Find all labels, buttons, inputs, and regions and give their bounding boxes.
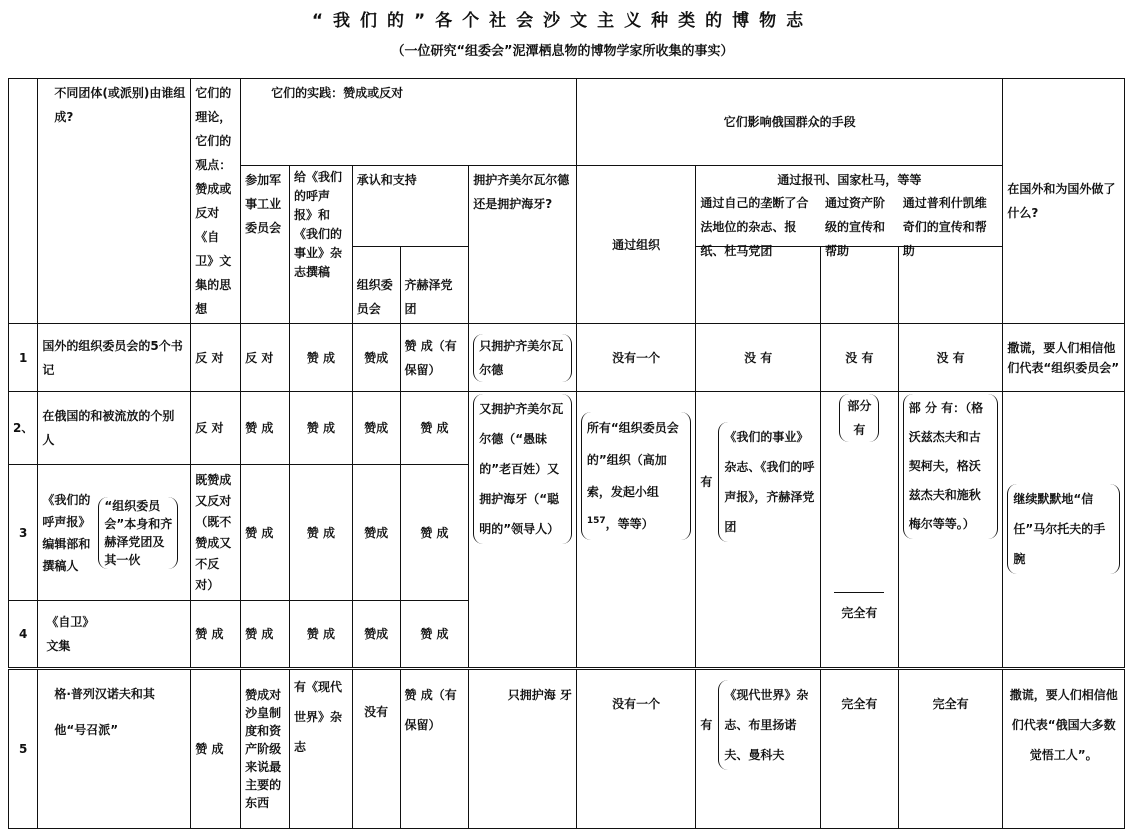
bourgeois-cell: 没 有 <box>820 324 898 392</box>
chkheidze-cell: 赞 成 <box>400 465 469 601</box>
header-press: 通过报刊、国家杜马，等等 <box>696 166 1003 247</box>
orgcom-cell: 赞成 <box>352 465 400 601</box>
military-cell: 赞 成 <box>241 465 290 601</box>
header-military-industrial: 参加军事工业委员会 <box>241 166 290 324</box>
organization-cell: 没有一个 <box>576 669 696 829</box>
chkheidze-cell: 赞 成 <box>400 392 469 465</box>
header-group: 不同团体(或派别)由谁组成? <box>38 79 191 324</box>
header-recognize: 承认和支持 <box>352 166 469 247</box>
organization-cell <box>576 392 696 669</box>
own-press-text: 《现代世界》杂志、布里扬诺夫、曼科夫 <box>718 680 816 770</box>
abroad-cell: 撒谎，要人们相信他们代表“俄国大多数觉悟工人”。 <box>1003 669 1125 829</box>
header-means: 它们影响俄国群众的手段 <box>576 79 1003 166</box>
group-cell: 在俄国的和被流放的个别人 <box>38 392 191 465</box>
abroad-cell <box>1003 392 1125 669</box>
orgcom-cell: 赞成 <box>352 392 400 465</box>
group-cell: 国外的组织委员会的5个书记 <box>38 324 191 392</box>
orgcom-cell: 没有 <box>352 669 400 829</box>
military-cell: 赞 成 <box>241 392 290 465</box>
chkheidze-cell: 赞 成（有保留） <box>400 324 469 392</box>
divider <box>834 592 884 593</box>
row-number: 5 <box>9 669 38 829</box>
header-potresov: 通过普利什凯维奇们的宣传和帮助 <box>898 189 1003 266</box>
group-cell <box>38 465 191 601</box>
orgcom-cell: 赞成 <box>352 324 400 392</box>
writing-cell: 有《现代世界》杂志 <box>289 669 352 829</box>
header-chkheidze: 齐赫泽党团 <box>400 247 469 324</box>
header-abroad: 在国外和为国外做了什么? <box>1003 79 1125 324</box>
table-row <box>9 324 1125 392</box>
military-cell: 反 对 <box>241 324 290 392</box>
group-cell <box>38 601 191 669</box>
theory-cell: 反 对 <box>191 392 241 465</box>
theory-cell: 赞 成 <box>191 669 241 829</box>
group-text: 《我们的呼声报》编辑部和撰稿人 <box>42 492 91 573</box>
own-press-prefix: 有 <box>700 475 713 489</box>
comparison-table <box>8 78 1125 829</box>
own-press-text: 《我们的事业》杂志、《我们的呼声报》，齐赫泽党团 <box>718 422 816 542</box>
row-number: 3 <box>9 465 38 601</box>
potresov-cell <box>898 392 1003 669</box>
table-row <box>9 392 1125 465</box>
group-text: 《自卫》文集 <box>46 615 95 653</box>
potresov-cell: 完全有 <box>898 669 1003 829</box>
writing-cell: 赞 成 <box>289 465 352 601</box>
writing-cell: 赞 成 <box>289 324 352 392</box>
own-press-cell <box>696 669 821 829</box>
page-title: “我们的”各个社会沙文主义种类的博物志 <box>311 11 814 31</box>
zimmerwald-cell <box>469 324 577 392</box>
chkheidze-cell: 赞 成 <box>400 601 469 669</box>
own-press-cell: 没 有 <box>696 324 821 392</box>
abroad-cell: 撒谎，要人们相信他们代表“组织委员会” <box>1003 324 1125 392</box>
page-subtitle: （一位研究“组委会”泥潭栖息物的博物学家所收集的事实） <box>391 44 734 59</box>
header-number <box>9 79 38 324</box>
bourgeois-cell: 完全有 <box>820 669 898 829</box>
header-zimmerwald: 拥护齐美尔瓦尔德还是拥护海牙? <box>469 166 577 324</box>
own-press-cell <box>696 392 821 669</box>
theory-cell: 赞 成 <box>191 601 241 669</box>
writing-cell: 赞 成 <box>289 601 352 669</box>
military-cell: 赞 成 <box>241 601 290 669</box>
header-organization: 通过组织 <box>576 166 696 324</box>
abroad-text: 继续默默地“信任”马尔托夫的手腕 <box>1007 484 1120 574</box>
group-cell: 格·普列汉诺夫和其他“号召派” <box>38 669 191 829</box>
zimmerwald-text: 只拥护齐美尔瓦尔德 <box>473 334 572 382</box>
footnote-ref: 157 <box>586 516 606 526</box>
header-own-press: 通过自己的垄断了合法地位的杂志、报纸、杜马党团 <box>696 189 821 266</box>
organization-end: ，等等） <box>605 517 654 531</box>
organization-cell: 没有一个 <box>576 324 696 392</box>
organization-text <box>581 412 692 540</box>
zimmerwald-cell <box>469 392 577 669</box>
header-practice: 它们的实践：赞成或反对 <box>241 79 577 166</box>
orgcom-cell: 赞成 <box>352 601 400 669</box>
potresov-text: 部 分 有：（格沃兹杰夫和古契柯夫，格沃兹杰夫和施秋梅尔等等。） <box>903 394 999 539</box>
theory-cell: 反 对 <box>191 324 241 392</box>
chkheidze-cell: 赞 成（有保留） <box>400 669 469 829</box>
writing-cell: 赞 成 <box>289 392 352 465</box>
military-cell: 赞成对沙皇制度和资产阶级来说最主要的东西 <box>241 669 290 829</box>
row-number: 1 <box>9 324 38 392</box>
zimmerwald-cell: 只拥护海 牙 <box>469 669 577 829</box>
organization-main: 所有“组织委员会的”组织（高加索，发起小组 <box>586 421 679 499</box>
bourgeois-partial: 部分有 <box>839 394 879 442</box>
header-writing: 给《我们的呼声报》和《我们的事业》杂志撰稿 <box>289 166 352 324</box>
own-press-prefix: 有 <box>700 718 713 732</box>
group-brace-text: “组织委员会”本身和齐赫泽党团及其一伙 <box>98 497 178 569</box>
header-theory: 它们的理论，它们的观点：赞成或反对《自卫》文集的思想 <box>191 79 241 324</box>
theory-cell: 既赞成又反对（既不赞成又不反对） <box>191 465 241 601</box>
header-org-committee: 组织委员会 <box>352 247 400 324</box>
zimmerwald-text: 又拥护齐美尔瓦尔德（“愚昧的”老百姓）又拥护海牙（“聪明的”领导人） <box>473 394 572 544</box>
header-bourgeois: 通过资产阶级的宣传和帮助 <box>820 189 898 266</box>
table-row <box>9 669 1125 829</box>
bourgeois-cell <box>820 392 898 669</box>
row-number: 2、 <box>9 392 38 465</box>
bourgeois-full: 完全有 <box>841 606 878 620</box>
potresov-cell: 没 有 <box>898 324 1003 392</box>
row-number: 4 <box>9 601 38 669</box>
